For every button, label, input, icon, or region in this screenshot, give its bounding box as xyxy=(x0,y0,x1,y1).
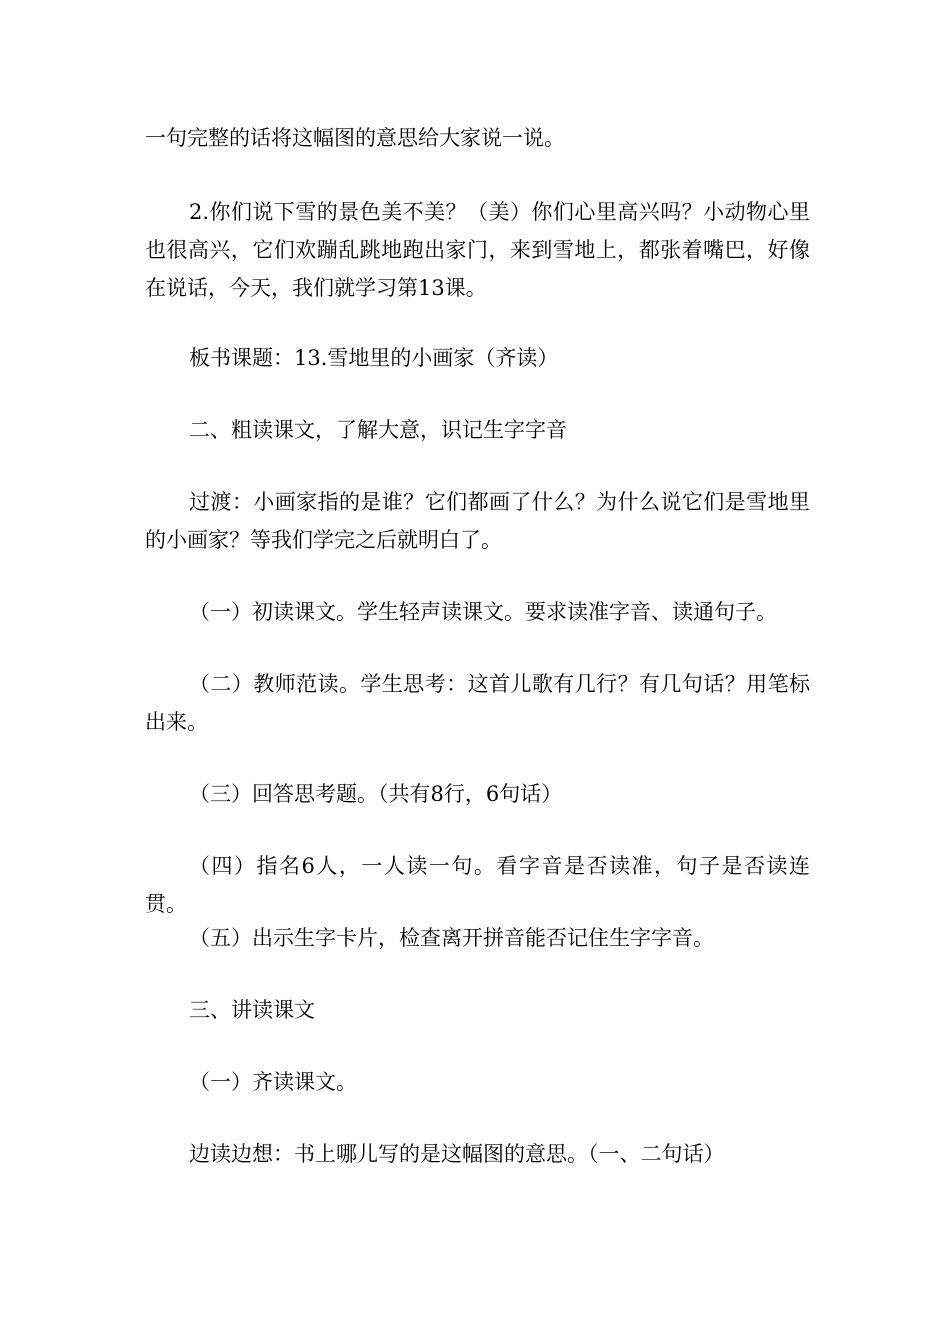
paragraph-continuation: 一句完整的话将这幅图的意思给大家说一说。 xyxy=(145,126,565,150)
step-2: （二）教师范读。学生思考：这首儿歌有几行？有几句话？用笔标出来。 xyxy=(145,672,810,734)
section-heading-3: 三、讲读课文 xyxy=(189,998,315,1022)
step-4: （四）指名6人，一人读一句。看字音是否读准，句子是否读连贯。 xyxy=(145,854,810,916)
section-heading-2: 二、粗读课文，了解大意，识记生字字音 xyxy=(189,418,567,442)
paragraph-read-think: 边读边想：书上哪儿写的是这幅图的意思。（一、二句话） xyxy=(189,1142,725,1166)
step-5: （五）出示生字卡片，检查离开拼音能否记住生字字音。 xyxy=(189,926,714,950)
paragraph-board-title: 板书课题：13.雪地里的小画家（齐读） xyxy=(189,346,559,370)
step-3: （三）回答思考题。（共有8行，6句话） xyxy=(189,782,563,806)
step-read-together: （一）齐读课文。 xyxy=(189,1070,357,1094)
paragraph-question-intro: 2.你们说下雪的景色美不美？（美）你们心里高兴吗？小动物心里也很高兴，它们欢蹦乱跳地跑出家门，来到雪地上，都张着嘴巴，好像在说话，今天，我们就学习第13课。 xyxy=(145,200,810,300)
paragraph-transition: 过渡：小画家指的是谁？它们都画了什么？为什么说它们是雪地里的小画家？等我们学完之后就明白了。 xyxy=(145,490,810,552)
step-1: （一）初读课文。学生轻声读课文。要求读准字音、读通句子。 xyxy=(189,600,777,624)
